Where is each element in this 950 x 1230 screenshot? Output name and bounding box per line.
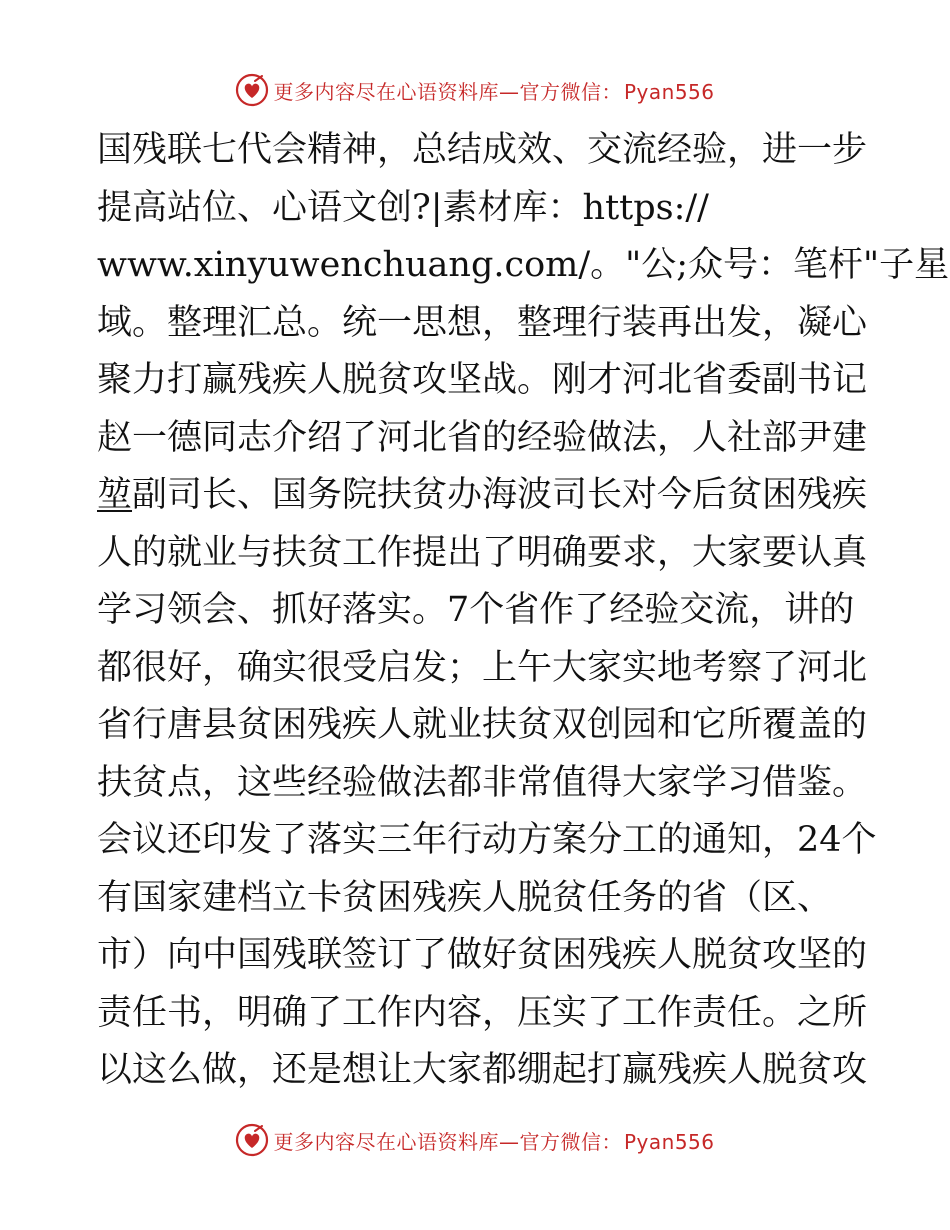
text-line: 赵一德同志介绍了河北省的经验做法，人社部尹建 — [97, 417, 868, 458]
text-line: 省行唐县贫困残疾人就业扶贫双创园和它所覆盖的 — [97, 705, 868, 745]
banner-text — [273, 1126, 714, 1155]
text-line: 责任书，明确了工作内容，压实了工作责任。之所 — [97, 992, 868, 1033]
heart-pen-logo-icon — [235, 73, 269, 107]
text-line: 会议还印发了落实三年行动方案分工的通知，24个 — [97, 820, 877, 860]
footer-banner — [0, 1120, 950, 1160]
header-banner — [0, 70, 950, 110]
text-line: 域。整理汇总。统一思想，整理行装再出发，凝心 — [97, 302, 868, 343]
banner-slogan: 更多内容尽在心语资料库 — [273, 79, 499, 104]
banner-handle: Pyan556 — [623, 79, 715, 104]
banner-contact-label: 官方微信： — [519, 1129, 622, 1154]
text-line: 聚力打赢残疾人脱贫攻坚战。刚才河北省委副书记 — [97, 360, 868, 400]
text-line: 提高站位、心语文创?|素材库：https:// — [97, 187, 709, 228]
text-line: 都很好，确实很受启发；上午大家实地考察了河北 — [97, 647, 868, 688]
text-line: 国残联七代会精神，总结成效、交流经验，进一步 — [97, 130, 868, 170]
banner-dash: — — [498, 1129, 520, 1154]
text-line: 有国家建档立卡贫困残疾人脱贫任务的省（区、 — [97, 877, 833, 918]
text-line: 扶贫点，这些经验做法都非常值得大家学习借鉴。 — [97, 762, 868, 803]
text-line-with-underline — [97, 467, 868, 525]
text-line: 学习领会、抓好落实。7个省作了经验交流，讲的 — [97, 590, 855, 630]
text-line: 人的就业与扶贫工作提出了明确要求，大家要认真 — [97, 532, 868, 573]
text-line: 以这么做，还是想让大家都绷起打赢残疾人脱贫攻 — [97, 1050, 868, 1090]
banner-slogan: 更多内容尽在心语资料库 — [273, 1129, 499, 1154]
text-line: www.xinyuwenchuang.com/。"公;众号：笔杆"子星 — [97, 245, 950, 285]
banner-handle: Pyan556 — [623, 1129, 715, 1154]
underlined-char: 堃 — [97, 475, 133, 515]
banner-text — [273, 76, 714, 105]
banner-dash: — — [498, 79, 520, 104]
text-line: 市）向中国残联签订了做好贫困残疾人脱贫攻坚的 — [97, 935, 868, 975]
document-body — [97, 122, 950, 1100]
heart-pen-logo-icon — [235, 1123, 269, 1157]
banner-contact-label: 官方微信： — [519, 79, 622, 104]
text-line-rest: 副司长、国务院扶贫办海波司长对今后贫困残疾 — [132, 475, 868, 515]
